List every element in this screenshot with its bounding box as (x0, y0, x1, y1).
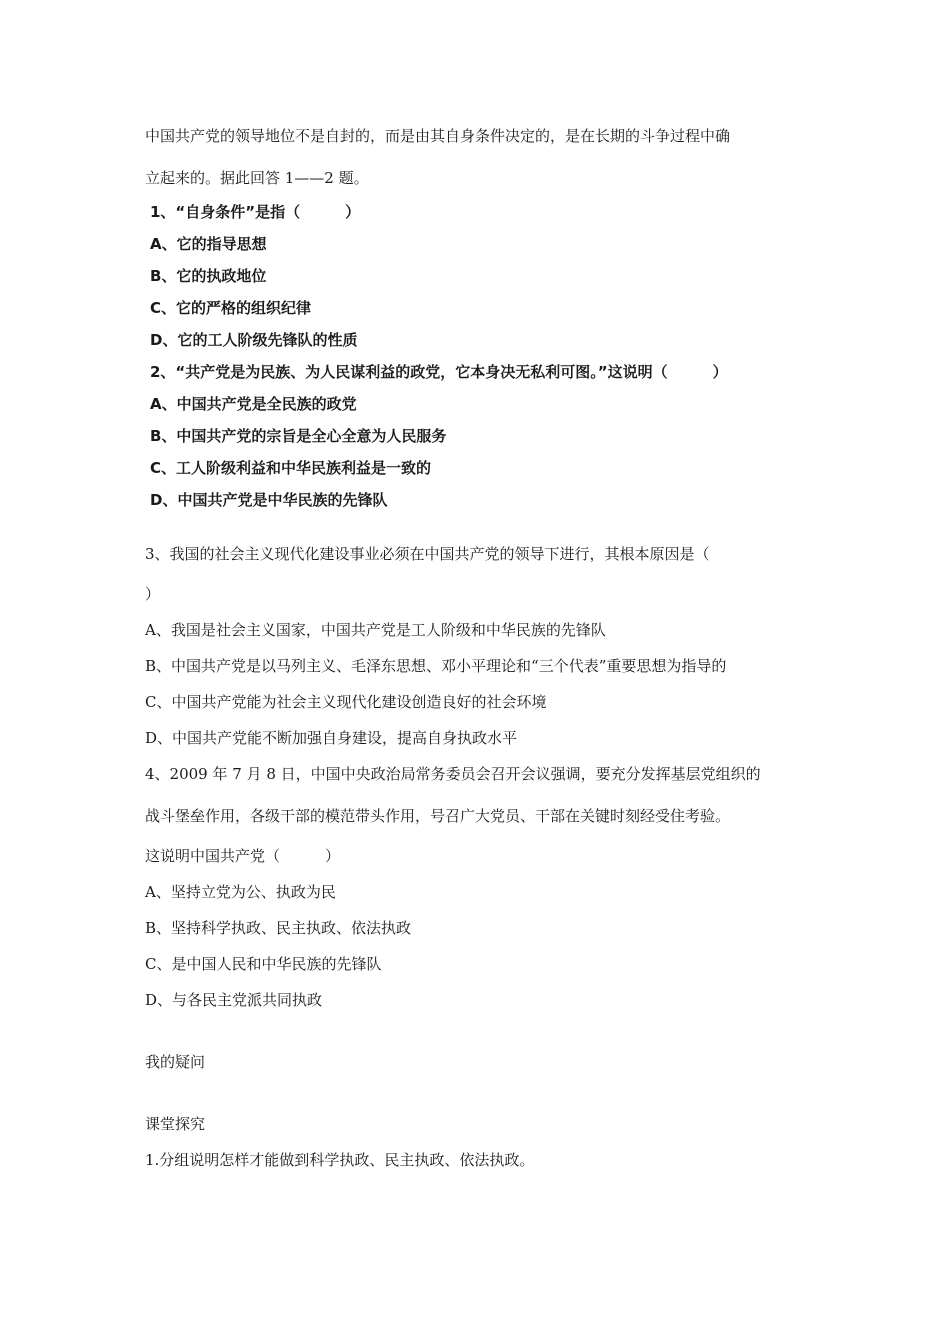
inquiry-item-1: 1.分组说明怎样才能做到科学执政、民主执政、依法执政。 (145, 1151, 535, 1169)
question-2-option-d: D、中国共产党是中华民族的先锋队 (150, 491, 388, 509)
question-3-stem-line-2: ） (145, 585, 161, 603)
question-2-option-a: A、中国共产党是全民族的政党 (150, 395, 357, 413)
question-1-option-a: A、它的指导思想 (150, 235, 267, 253)
intro-line-1: 中国共产党的领导地位不是自封的，而是由其自身条件决定的，是在长期的斗争过程中确 (145, 127, 731, 145)
question-4-stem-line-2: 战斗堡垒作用，各级干部的模范带头作用，号召广大党员、干部在关键时刻经受住考验。 (145, 807, 731, 825)
intro-line-2: 立起来的。据此回答 1——2 题。 (145, 169, 369, 187)
question-1-option-c: C、它的严格的组织纪律 (150, 299, 312, 317)
question-4-stem-line-1: 4、2009 年 7 月 8 日，中国中央政治局常务委员会召开会议强调，要充分发挥基层党组织的 (145, 765, 761, 783)
question-1-stem: 1、“自身条件”是指（ ） (150, 203, 361, 221)
question-1-option-d: D、它的工人阶级先锋队的性质 (150, 331, 358, 349)
section-my-doubts: 我的疑问 (145, 1053, 206, 1071)
question-2-option-c: C、工人阶级利益和中华民族利益是一致的 (150, 459, 432, 477)
question-2-option-b: B、中国共产党的宗旨是全心全意为人民服务 (150, 427, 447, 445)
question-3-option-c: C、中国共产党能为社会主义现代化建设创造良好的社会环境 (145, 693, 547, 711)
question-3-option-a: A、我国是社会主义国家，中国共产党是工人阶级和中华民族的先锋队 (145, 621, 606, 639)
question-4-stem-line-3: 这说明中国共产党（ ） (145, 847, 341, 865)
question-4-option-b: B、坚持科学执政、民主执政、依法执政 (145, 919, 412, 937)
question-1-option-b: B、它的执政地位 (150, 267, 267, 285)
question-3-option-d: D、中国共产党能不断加强自身建设，提高自身执政水平 (145, 729, 518, 747)
question-3-option-b: B、中国共产党是以马列主义、毛泽东思想、邓小平理论和“三个代表”重要思想为指导的 (145, 657, 727, 675)
question-2-stem: 2、“共产党是为民族、为人民谋利益的政党，它本身决无私利可图。”这说明（ ） (150, 363, 728, 381)
question-3-stem-line-1: 3、我国的社会主义现代化建设事业必须在中国共产党的领导下进行，其根本原因是（ (145, 545, 710, 563)
section-class-inquiry: 课堂探究 (145, 1115, 206, 1133)
question-4-option-d: D、与各民主党派共同执政 (145, 991, 323, 1009)
question-4-option-a: A、坚持立党为公、执政为民 (145, 883, 336, 901)
question-4-option-c: C、是中国人民和中华民族的先锋队 (145, 955, 382, 973)
